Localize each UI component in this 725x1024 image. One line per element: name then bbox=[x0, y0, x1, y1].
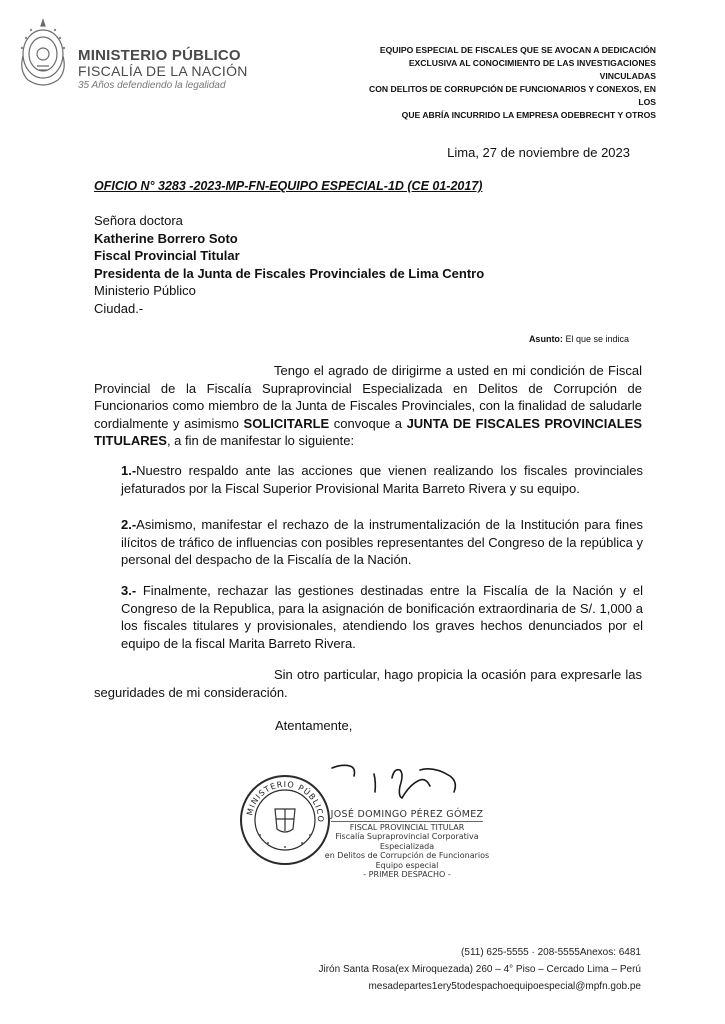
footer-address: Jirón Santa Rosa(ex Miroquezada) 260 – 4° Piso – Cercado Lima – Perú bbox=[318, 964, 641, 975]
recipient-name: Katherine Borrero Soto bbox=[94, 230, 238, 246]
list-item: 1.-Nuestro respaldo ante las acciones que vienen realizando los fiscales provinciales jefaturados por la Fiscal Superior Provisional Marita Barreto Rivera y su equipo. bbox=[121, 463, 643, 496]
addressee-block bbox=[94, 212, 484, 317]
footer-email: mesadepartes1ery5todespachoequipoespecial@mpfn.gob.pe bbox=[368, 981, 641, 992]
recipient-role: Fiscal Provincial Titular bbox=[94, 248, 240, 263]
team-heading: EQUIPO ESPECIAL DE FISCALES QUE SE AVOCAN A DEDICACIÓN EXCLUSIVA AL CONOCIMIENTO DE LAS INVESTIGACIONES VINCULADAS CON DELITOS DE CORRUPCIÓN DE FUNCIONARIOS Y CONEXOS, EN LOS QUE ABRÍA INCURRIDO LA EMPRESA ODEBRECHT Y OTROS bbox=[369, 45, 656, 120]
signature-stamp: JOSÉ DOMINGO PÉREZ GÓMEZ FISCAL PROVINCIAL TITULAR Fiscalía Supraprovincial Corporativa Especializada en Delitos de Corrupción de Funcionarios Equipo especial - PRIMER DESPACHO - bbox=[322, 810, 492, 880]
footer-contact bbox=[318, 944, 641, 995]
list-item: 3.- Finalmente, rechazar las gestiones destinadas entre la Fiscalía de la Nación y el Congreso de la Republica, para la asignación de bonificación extraordinaria de S/. 1,000 a los fiscales titulares y provisionales, atendiendo los graves hechos denunciados por el equipo de la fiscal Marita Barreto Rivera. bbox=[121, 583, 643, 651]
logo-title: MINISTERIO PÚBLICO bbox=[78, 47, 241, 64]
svg-text:MINISTERIO PÚBLICO: MINISTERIO PÚBLICO bbox=[245, 779, 326, 824]
recipient-position: Presidenta de la Junta de Fiscales Provinciales de Lima Centro bbox=[94, 265, 485, 281]
institution: Ministerio Público bbox=[94, 283, 196, 298]
logo-tagline: 35 Años defendiendo la legalidad bbox=[78, 80, 226, 91]
ministry-logo bbox=[78, 48, 248, 92]
farewell: Atentamente, bbox=[275, 718, 353, 733]
signer-name: JOSÉ DOMINGO PÉREZ GÓMEZ bbox=[330, 809, 484, 820]
signer-title: FISCAL PROVINCIAL TITULAR bbox=[349, 822, 465, 832]
handwritten-signature bbox=[330, 756, 480, 806]
subject-line: Asunto: El que se indica bbox=[528, 334, 629, 344]
logo-subtitle: FISCALÍA DE LA NACIÓN bbox=[78, 63, 248, 79]
letter-date: Lima, 27 de noviembre de 2023 bbox=[447, 145, 630, 160]
oficio-reference: OFICIO N° 3283 -2023-MP-FN-EQUIPO ESPECIAL-1D (CE 01-2017) bbox=[94, 179, 483, 193]
footer-phone: (511) 625-5555 · 208-5555Anexos: 6481 bbox=[461, 947, 641, 958]
ministry-emblem-icon bbox=[14, 16, 72, 92]
salutation: Señora doctora bbox=[94, 213, 183, 228]
official-seal bbox=[238, 773, 332, 867]
closing-paragraph: Sin otro particular, hago propicia la ocasión para expresarle las seguridades de mi consideración. bbox=[94, 667, 642, 700]
list-item: 2.-Asimismo, manifestar el rechazo de la instrumentalización de la Institución para fines ilícitos de tráfico de influencias con posibles representantes del Congreso de la república y personal del despacho de la Fiscalía de la Nación. bbox=[121, 517, 643, 568]
city: Ciudad.- bbox=[94, 300, 144, 316]
intro-paragraph: Tengo el agrado de dirigirme a usted en mi condición de Fiscal Provincial de la Fiscalía Supraprovincial Especializada en Delitos de Corrupción de Funcionarios como miembro de la Junta de Fiscales Provinciales, con la finalidad de saludarle cordialmente y asimismo SOLICITARLE convoque a JUNTA DE FISCALES PROVINCIALES TITULARES, a fin de manifestar lo siguiente: bbox=[94, 363, 643, 449]
